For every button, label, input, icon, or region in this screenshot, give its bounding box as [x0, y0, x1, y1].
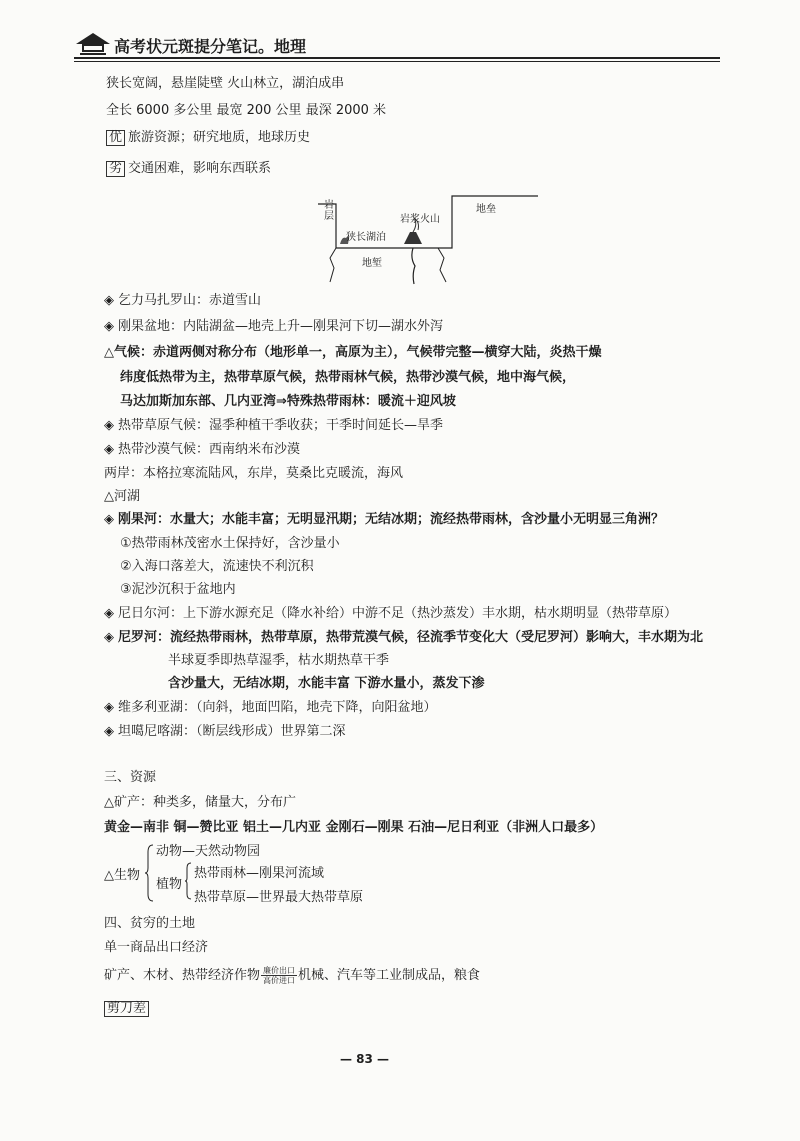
bullet-mark-icon: ◈: [104, 700, 114, 715]
line-single-export: 单一商品出口经济: [104, 940, 209, 955]
disadvantage-text: 交通困难，影响东西联系: [128, 161, 272, 176]
line-scissors-gap: [104, 1001, 152, 1017]
line-rift-features: 狭长宽阔，悬崖陡壁 火山林立，湖泊成串: [106, 76, 345, 91]
rift-valley-diagram: [318, 186, 538, 290]
biology-plants-lead: 植物: [156, 877, 183, 892]
scissors-gap-box: 剪刀差: [104, 1001, 149, 1017]
label-horst: 地垒: [476, 204, 496, 215]
trade-exports: 矿产、木材、热带经济作物: [104, 968, 261, 983]
kilimanjaro-text: 乞力马扎罗山：赤道雪山: [118, 293, 262, 308]
biology-animals: 动物—天然动物园: [156, 844, 261, 859]
line-disadvantage: [106, 161, 271, 177]
savanna-text: 热带草原气候：湿季种植干季收获；干季时间延长—旱季: [118, 418, 444, 433]
biology-bracket-group: [104, 840, 404, 910]
pagoda-logo-icon: [74, 30, 112, 56]
bullet-mark-icon: ◈: [104, 630, 114, 645]
trade-low-export: 廉价出口: [263, 966, 296, 975]
biology-rainforest: 热带雨林—刚果河流域: [194, 866, 325, 881]
trade-fraction: [261, 966, 297, 985]
bullet-mark-icon: ◈: [104, 293, 114, 308]
header-rule-thin: [74, 61, 720, 62]
line-congo-river: [104, 512, 664, 528]
lake-victoria-text: 维多利亚湖：（向斜，地面凹陷，地壳下降，向阳盆地）: [118, 700, 437, 715]
line-minerals: △矿产：种类多，储量大，分布广: [104, 795, 296, 810]
line-climate: △气候：赤道两侧对称分布（地形单一，高原为主），气候带完整—横穿大陆，炎热干燥: [104, 345, 602, 360]
line-congo-basin: [104, 319, 443, 335]
label-rock-layer: 岩层: [324, 200, 334, 222]
biology-brace-icon: [144, 844, 154, 902]
line-rivers-lakes: △河湖: [104, 489, 140, 504]
bullet-mark-icon: ◈: [104, 418, 114, 433]
page-number: — 83 —: [340, 1052, 390, 1066]
line-mineral-list: 黄金—南非 铜—赞比亚 铝土—几内亚 金刚石—刚果 石油—尼日利亚（非洲人口最多）: [104, 820, 604, 835]
advantage-text: 旅游资源；研究地质，地球历史: [128, 130, 311, 145]
line-trade: [104, 966, 480, 985]
trade-imports: 机械、汽车等工业制成品，粮食: [298, 968, 481, 983]
biology-savanna: 热带草原—世界最大热带草原: [194, 890, 364, 905]
header-rule: [74, 57, 720, 59]
line-kilimanjaro: [104, 293, 261, 309]
line-coasts: 两岸：本格拉寒流陆风，东岸，莫桑比克暖流，海风: [104, 466, 404, 481]
line-desert: [104, 442, 300, 458]
label-graben: 地堑: [362, 258, 382, 269]
line-nile-river: [104, 630, 703, 646]
line-nile-seasons: 半球夏季即热草湿季，枯水期热草干季: [168, 653, 390, 668]
section-resources-title: 三、资源: [104, 770, 157, 785]
lake-tanganyika-text: 坦噶尼喀湖：（断层线形成）世界第二深: [118, 724, 346, 739]
bullet-mark-icon: ◈: [104, 319, 114, 334]
label-magma-volcano: 岩浆火山: [400, 214, 440, 225]
line-lake-victoria: [104, 700, 437, 716]
line-savanna: [104, 418, 443, 434]
disadvantage-box: 劣: [106, 161, 125, 177]
line-niger-river: [104, 606, 677, 622]
niger-river-text: 尼日尔河：上下游水源充足（降水补给）中游不足（热沙蒸发）丰水期，枯水期明显（热带草原）: [118, 606, 678, 621]
bullet-mark-icon: ◈: [104, 606, 114, 621]
nile-river-text: 尼罗河：流经热带雨林，热带草原，热带荒漠气候，径流季节变化大（受尼罗河）影响大，丰水期为北: [118, 630, 704, 645]
bullet-mark-icon: ◈: [104, 442, 114, 457]
line-climate-types: 纬度低热带为主，热带草原气候，热带雨林气候，热带沙漠气候，地中海气候，: [120, 370, 576, 385]
congo-basin-text: 刚果盆地：内陆湖盆—地壳上升—刚果河下切—湖水外泻: [118, 319, 444, 334]
congo-river-text: 刚果河：水量大；水能丰富；无明显汛期；无结冰期；流经热带雨林，含沙量小无明显三角洲？: [118, 512, 665, 527]
bullet-mark-icon: ◈: [104, 724, 114, 739]
page-header: [74, 28, 714, 60]
line-lake-tanganyika: [104, 724, 346, 740]
bullet-mark-icon: ◈: [104, 512, 114, 527]
biology-lead: △生物: [104, 868, 140, 883]
desert-text: 热带沙漠气候：西南纳米布沙漠: [118, 442, 301, 457]
line-nile-sediment: 含沙量大，无结冰期，水能丰富 下游水量小，蒸发下渗: [168, 676, 485, 691]
line-reason-1: ①热带雨林茂密水土保持好，含沙量小: [120, 536, 340, 551]
section-poverty-title: 四、贫穷的土地: [104, 916, 196, 931]
line-rift-size: 全长 6000 多公里 最宽 200 公里 最深 2000 米: [106, 103, 387, 118]
header-title: 高考状元斑提分笔记。地理: [114, 37, 307, 56]
line-madagascar: 马达加斯加东部、几内亚湾⇒特殊热带雨林：暖流＋迎风坡: [120, 394, 456, 409]
line-reason-3: ③泥沙沉积于盆地内: [120, 582, 236, 597]
plants-brace-icon: [184, 862, 192, 900]
label-narrow-lake: 狭长湖泊: [346, 232, 386, 243]
line-reason-2: ②入海口落差大，流速快不利沉积: [120, 559, 314, 574]
line-advantage: [106, 130, 310, 146]
trade-high-import: 高价进口: [263, 976, 296, 985]
advantage-box: 优: [106, 130, 125, 146]
